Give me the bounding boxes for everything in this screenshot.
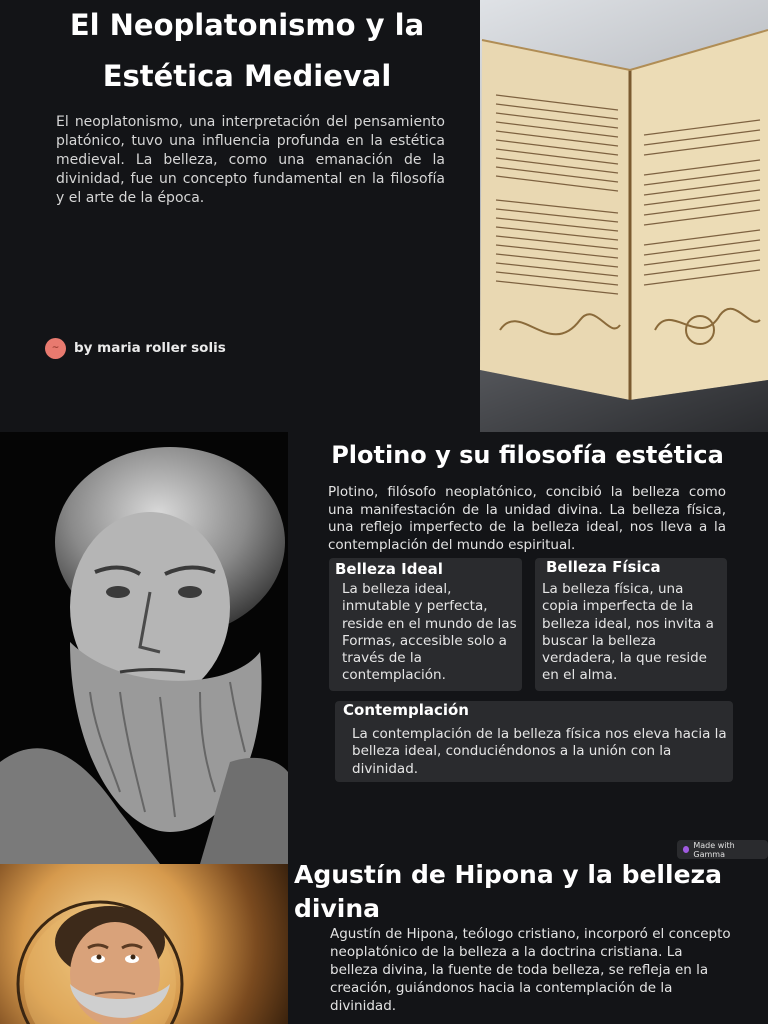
open-book-image [480,0,768,432]
card-title: Belleza Física [546,558,661,576]
badge-label: Made with Gamma [693,840,735,859]
card-belleza-ideal [329,558,522,691]
slide-title: El Neoplatonismo y la Estética Medieval [69,8,425,93]
slide-intro [0,0,768,432]
card-body: La belleza física, una copia imperfecta de la belleza ideal, nos invita a buscar la belleza verdadera, la que reside en el alma. [542,581,714,684]
slide-title: Agustín de Hipona y la belleza divina [294,864,722,923]
bust-illustration [0,432,288,864]
plotinus-bust-image [0,432,288,864]
slide-title: Plotino y su filosofía estética [331,441,724,469]
avatar: ~ [45,338,66,359]
book-illustration [480,0,768,432]
card-contemplacion [335,701,733,782]
made-with-gamma-badge[interactable] [677,840,768,859]
slide-plotino [0,432,768,864]
gamma-logo-icon [683,846,689,853]
author-name: by maria roller solis [74,340,226,356]
card-title: Contemplación [343,701,469,719]
card-belleza-fisica [535,558,727,691]
saint-illustration [0,864,288,1024]
saint-augustine-image [0,864,288,1024]
card-body: La contemplación de la belleza física nos eleva hacia la belleza ideal, conduciéndonos a la unión con la divinidad. [352,726,727,777]
slide-description: Agustín de Hipona, teólogo cristiano, incorporó el concepto neoplatónico de la belleza a la doctrina cristiana. La belleza divina, la fuente de toda belleza, se refleja en la creación, guiándonos hacia la contemplación de la divinidad. [330,926,731,1014]
slide-agustin [0,864,768,1024]
slide-description: El neoplatonismo, una interpretación del pensamiento platónico, tuvo una influencia profunda en la estética medieval. La belleza, como una emanación de la divinidad, fue un concepto fundamental en la filosofía y el arte de la época. [56,114,445,206]
card-body: La belleza ideal, inmutable y perfecta, reside en el mundo de las Formas, accesible solo a través de la contemplación. [342,581,517,684]
author-byline[interactable] [45,337,226,359]
card-title: Belleza Ideal [335,560,443,578]
slide-description: Plotino, filósofo neoplatónico, concibió la belleza como una manifestación de la unidad divina. La belleza física, una reflejo imperfecto de la belleza ideal, nos lleva a la contemplación del mundo espiritual. [328,484,726,553]
